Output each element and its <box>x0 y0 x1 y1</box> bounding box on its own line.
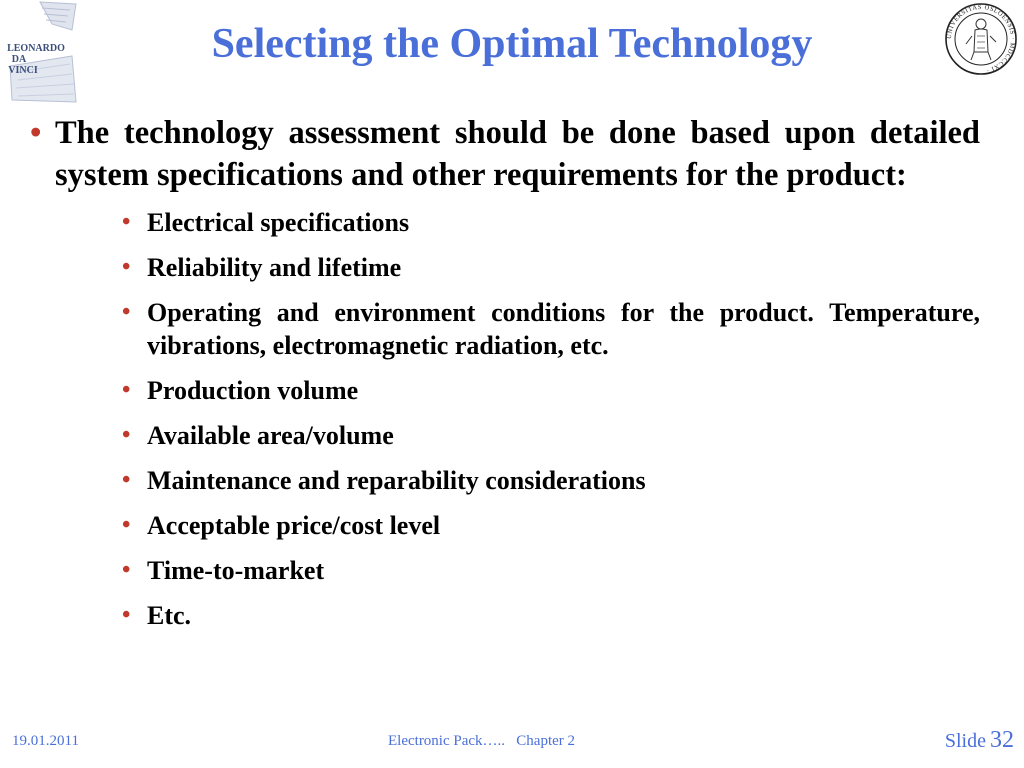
bullet-dot-icon: • <box>122 299 131 325</box>
sub-bullet-text: Production volume <box>147 376 359 405</box>
sub-bullet-text: Maintenance and reparability considerations <box>147 466 646 495</box>
footer-date: 19.01.2011 <box>12 733 79 749</box>
sub-bullet-text: Reliability and lifetime <box>147 253 402 282</box>
leonardo-da-vinci-logo <box>2 0 82 104</box>
sub-bullet-list <box>30 206 980 632</box>
sub-bullet-item <box>122 206 980 239</box>
footer-chapter: Electronic Pack….. Chapter 2 <box>388 733 576 749</box>
sub-bullet-item <box>122 296 980 362</box>
bullet-dot-icon: • <box>122 254 131 280</box>
university-seal-logo <box>944 2 1018 76</box>
sub-bullet-text: Electrical specifications <box>147 208 410 237</box>
sub-bullet-text: Operating and environment conditions for the product. Temperature, vibrations, electromagnetic radiation, etc. <box>147 298 980 360</box>
sub-bullet-text: Time-to-market <box>147 556 325 585</box>
slide-label: Slide <box>944 730 986 752</box>
bullet-dot-icon: • <box>122 467 131 493</box>
bullet-dot-icon: • <box>122 209 131 235</box>
sub-bullet-item <box>122 509 980 542</box>
bullet-dot-icon: • <box>122 602 131 628</box>
sub-bullet-text: Available area/volume <box>147 421 394 450</box>
main-bullet-point <box>30 112 980 196</box>
footer-slide-number <box>945 727 1014 754</box>
logo-line-2: DA <box>11 54 27 65</box>
main-bullet-text: The technology assessment should be done based upon detailed system specifications and other requirements for the product: <box>55 115 980 193</box>
slide-number: 32 <box>990 727 1014 753</box>
logo-line-1: LEONARDO <box>7 43 65 54</box>
slide-title: Selecting the Optimal Technology <box>211 21 813 67</box>
sub-bullet-item <box>122 599 980 632</box>
bullet-dot-icon: • <box>122 377 131 403</box>
bullet-dot-icon: • <box>122 557 131 583</box>
sub-bullet-item <box>122 251 980 284</box>
sub-bullet-item <box>122 554 980 587</box>
sub-bullet-item <box>122 419 980 452</box>
sub-bullet-text: Acceptable price/cost level <box>147 511 441 540</box>
slide-body <box>30 112 980 648</box>
sub-bullet-item <box>122 464 980 497</box>
bullet-dot-icon: • <box>122 422 131 448</box>
sub-bullet-item <box>122 374 980 407</box>
bullet-dot-icon: • <box>30 115 42 151</box>
sub-bullet-text: Etc. <box>147 601 192 630</box>
seal-ring-text: UNIVERSITAS OSLOENSIS · MDCCCXI · <box>945 3 1017 74</box>
bullet-dot-icon: • <box>122 512 131 538</box>
logo-line-3: VINCI <box>8 65 38 76</box>
